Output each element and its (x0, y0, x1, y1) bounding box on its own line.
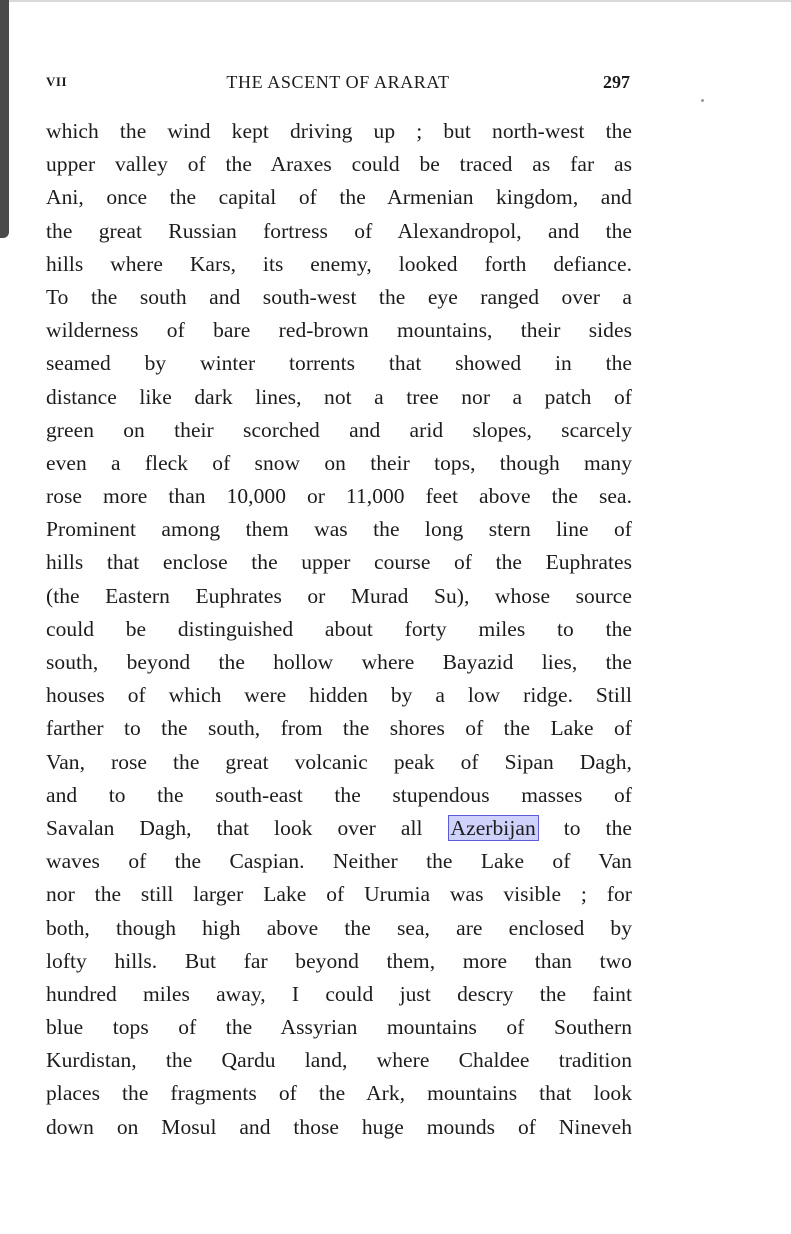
text-line: green on their scorched and arid slopes, scarcely (46, 417, 632, 442)
text-line: nor the still larger Lake of Urumia was visible ; for (46, 882, 632, 907)
text-line: Ani, once the capital of the Armenian kingdom, and (46, 185, 632, 210)
chapter-number: VII (46, 74, 68, 89)
text-line: upper valley of the Araxes could be traced as far as (46, 152, 632, 177)
text-line: seamed by winter torrents that showed in the (46, 351, 632, 376)
scroll-indicator[interactable] (0, 0, 9, 238)
page-title: THE ASCENT OF ARARAT (226, 72, 450, 92)
text-line: (the Eastern Euphrates or Murad Su), whose source (46, 583, 632, 608)
text-line: could be distinguished about forty miles to the (46, 616, 632, 641)
text-line: places the fragments of the Ark, mountains that look (46, 1081, 632, 1106)
text-line: wilderness of bare red-brown mountains, their sides (46, 318, 632, 343)
text-line: hills that enclose the upper course of the Euphrates (46, 550, 632, 575)
text-line: down on Mosul and those huge mounds of Nineveh (46, 1114, 632, 1139)
page-number: 297 (603, 72, 630, 92)
top-edge-rule (0, 0, 791, 2)
text-line: even a fleck of snow on their tops, though many (46, 450, 632, 475)
text-line: the great Russian fortress of Alexandropol, and the (46, 218, 632, 243)
text-segment: to the (538, 815, 632, 840)
text-line: Kurdistan, the Qardu land, where Chaldee tradition (46, 1048, 632, 1073)
highlighted-text-line (46, 812, 632, 845)
text-line: which the wind kept driving up ; but north-west the (46, 119, 632, 143)
text-line: houses of which were hidden by a low ridge. Still (46, 683, 632, 708)
text-line: Prominent among them was the long stern line of (46, 517, 632, 542)
text-line: hills where Kars, its enemy, looked forth defiance. (46, 251, 632, 276)
running-head (46, 70, 630, 94)
text-line: hundred miles away, I could just descry the faint (46, 981, 632, 1006)
page-speck (701, 99, 704, 102)
body-text[interactable] (46, 115, 632, 1144)
text-line: Van, rose the great volcanic peak of Sipan Dagh, (46, 749, 632, 774)
text-line: waves of the Caspian. Neither the Lake of Van (46, 849, 632, 874)
text-line: farther to the south, from the shores of the Lake of (46, 716, 632, 741)
text-line: To the south and south-west the eye ranged over a (46, 284, 632, 309)
search-highlight[interactable]: Azerbijan (448, 815, 539, 841)
text-line: south, beyond the hollow where Bayazid lies, the (46, 650, 632, 674)
text-line: and to the south-east the stupendous masses of (46, 782, 632, 807)
text-segment: Savalan Dagh, that look over all (46, 815, 448, 840)
text-line: blue tops of the Assyrian mountains of Southern (46, 1015, 632, 1040)
text-line: rose more than 10,000 or 11,000 feet above the sea. (46, 484, 632, 509)
text-line: both, though high above the sea, are enclosed by (46, 915, 632, 940)
text-line: lofty hills. But far beyond them, more than two (46, 948, 632, 973)
text-line: distance like dark lines, not a tree nor a patch of (46, 384, 632, 409)
